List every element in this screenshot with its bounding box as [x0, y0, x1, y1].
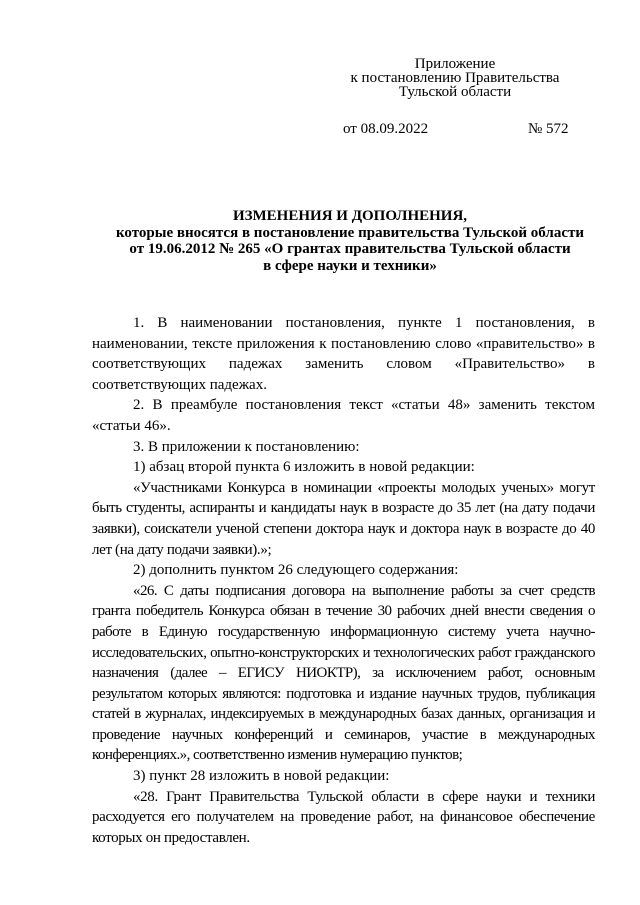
paragraph-9: «28. Грант Правительства Тульской области в сфере науки и техники расходуется его получателем на проведение работ, на финансовое обеспечение которых он предоставлен.: [92, 788, 595, 846]
appendix-line: Приложение: [414, 56, 496, 72]
title-line: в сфере науки и техники»: [263, 257, 437, 274]
document-title: [70, 208, 630, 274]
resolution-number: № 572: [528, 121, 569, 137]
appendix-header: [340, 57, 570, 99]
paragraph-8: 3) пункт 28 изложить в новой редакции:: [133, 768, 390, 785]
paragraph-5: «Участниками Конкурса в номинации «проекты молодых ученых» могут быть студенты, аспиранты и кандидаты наук в возрасте до 35 лет (на дату подачи заявки), соискатели ученой степени доктора наук и доктора наук в возрасте до 40 лет (на дату подачи заявки).»;: [92, 479, 595, 558]
paragraph-6: 2) дополнить пунктом 26 следующего содержания:: [133, 562, 459, 579]
title-line: от 19.06.2012 № 265 «О грантах правительства Тульской области: [129, 241, 571, 257]
document-body: [92, 313, 595, 848]
paragraph-2: 2. В преамбуле постановления текст «статьи 48» заменить текстом «статьи 46».: [92, 397, 595, 434]
title-line: ИЗМЕНЕНИЯ И ДОПОЛНЕНИЯ,: [232, 208, 468, 224]
appendix-line: к постановлению Правительства: [350, 70, 560, 86]
appendix-line: Тульской области: [398, 84, 512, 100]
paragraph-7: «26. С даты подписания договора на выполнение работы за счет средств гранта победитель Конкурса обязан в течение 30 рабочих дней внести сведения о работе в Единую государственную информационную систему учета научно-исследовательских, опытно-конструкторских и технологических работ гражданского назначения (далее – ЕГИСУ НИОКТР), за исключением работ, основным результатом которых являются: подготовка и издание научных трудов, публикация статей в журналах, индексируемых в международных базах данных, организация и проведение научных конференций и семинаров, участие в международных конференциях.», соответственно изменив нумерацию пунктов;: [92, 582, 595, 764]
title-line: которые вносятся в постановление правительства Тульской области: [115, 224, 585, 241]
paragraph-1: 1. В наименовании постановления, пункте 1 постановления, в наименовании, тексте приложения к постановлению слово «правительство» в соответствующих падежах заменить словом «Правительство» в соответствующих падежах.: [92, 315, 595, 393]
paragraph-4: 1) абзац второй пункта 6 изложить в новой редакции:: [133, 459, 475, 476]
paragraph-3: 3. В приложении к постановлению:: [133, 438, 360, 455]
resolution-date: от 08.09.2022: [343, 121, 429, 137]
